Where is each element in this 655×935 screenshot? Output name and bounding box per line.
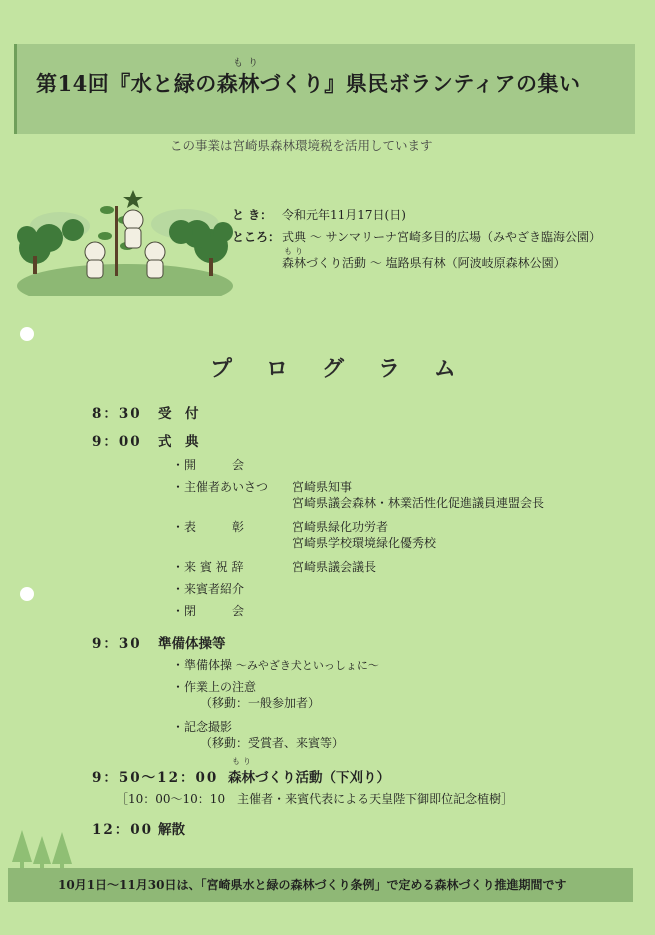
- time-1200: 12：00: [92, 822, 154, 838]
- punch-hole: [20, 587, 34, 601]
- time-0950-1200: 9：50～12：00: [92, 770, 219, 786]
- time-0930: 9：30: [92, 636, 142, 652]
- photo-move: （移動：受賞者、来賓等）: [200, 736, 345, 750]
- funding-note: この事業は宮崎県森林環境税を活用しています: [170, 138, 433, 153]
- event-title: 第14回『水と緑の森林づくり』県民ボランティアの集い: [36, 71, 581, 96]
- venue-value-ceremony: 式典 ～ サンマリーナ宮崎多目的広場（みやざき臨海公園）: [282, 230, 602, 244]
- guest-speech-chair: 宮崎県議会議長: [292, 560, 377, 574]
- event-venue-2: 森林づくり活動 ～ 塩路県有林（阿波岐原森林公園）: [282, 256, 566, 270]
- ceremony-greeting: ・主催者あいさつ: [172, 480, 269, 494]
- event-date: [232, 206, 406, 223]
- item-reception: 受 付: [158, 406, 199, 422]
- program-heading: プログラム: [210, 356, 490, 382]
- ceremony-award: ・表 彰: [172, 520, 245, 534]
- precautions-move: （移動：一般参加者）: [200, 696, 321, 710]
- warmup-exercise: ・準備体操 ～みやざき犬といっしょに～: [172, 658, 379, 672]
- item-forest-activity: 森林づくり活動（下刈り）: [228, 770, 390, 786]
- work-precautions: ・作業上の注意: [172, 680, 257, 694]
- tree-silhouette-icon: [10, 828, 74, 872]
- item-warmup: 準備体操等: [158, 636, 226, 652]
- time-0900: 9：00: [92, 434, 142, 450]
- ceremony-closing: ・閉 会: [172, 604, 245, 618]
- forest-mascot-illustration: [15, 186, 235, 296]
- ceremony-opening: ・開 会: [172, 458, 245, 472]
- greeting-assembly-league: 宮崎県議会森林・林業活性化促進議員連盟会長: [292, 496, 545, 510]
- date-value: 令和元年11月17日(日): [282, 208, 406, 222]
- greeting-governor: 宮崎県知事: [292, 480, 353, 494]
- event-venue-1: [232, 228, 601, 245]
- planting-note: ［10：00～10：10 主催者・来賓代表による天皇陛下御即位記念植樹］: [116, 792, 514, 806]
- punch-hole: [20, 327, 34, 341]
- item-dismissal: 解散: [158, 822, 185, 838]
- venue-label: ところ：: [232, 230, 281, 244]
- award-greening: 宮崎県緑化功労者: [292, 520, 389, 534]
- time-0830: 8：30: [92, 406, 142, 422]
- ceremony-guest-intro: ・来賓者紹介: [172, 582, 245, 596]
- commemorative-photo: ・記念撮影: [172, 720, 233, 734]
- activity-ruby: もり: [232, 757, 254, 766]
- ceremony-guest-speech: ・来 賓 祝 辞: [172, 560, 244, 574]
- date-label: と き：: [232, 208, 273, 222]
- venue-ruby: もり: [284, 247, 306, 256]
- award-schools: 宮崎県学校環境緑化優秀校: [292, 536, 437, 550]
- item-ceremony: 式 典: [158, 434, 199, 450]
- promotion-period-notice: 10月1日～11月30日は、「宮崎県水と緑の森林づくり条例」で定める森林づくり推進期間です: [58, 878, 567, 892]
- title-ruby: もり: [233, 58, 263, 69]
